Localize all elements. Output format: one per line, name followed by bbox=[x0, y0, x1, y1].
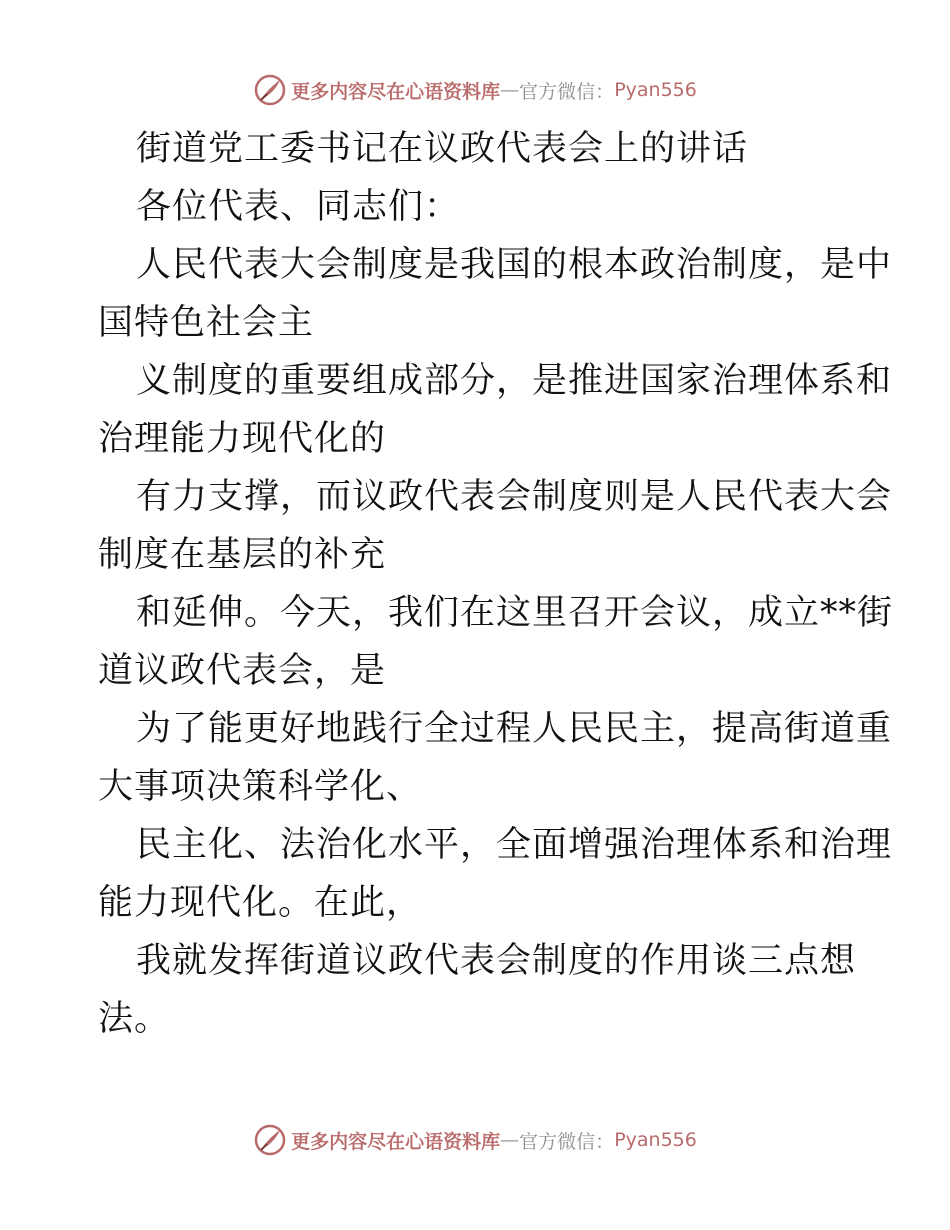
paragraph-line: 道议政代表会，是 bbox=[98, 651, 387, 691]
banner-separator: — bbox=[500, 1129, 520, 1151]
paragraph-line: 为了能更好地践行全过程人民民主，提高街道重 bbox=[136, 709, 893, 749]
header-banner bbox=[0, 70, 950, 110]
banner-separator: — bbox=[500, 79, 520, 101]
footer-banner bbox=[0, 1120, 950, 1160]
paragraph-line: 能力现代化。在此， bbox=[98, 883, 423, 923]
document-salutation: 各位代表、同志们： bbox=[136, 187, 461, 227]
paragraph-line: 法。 bbox=[98, 999, 171, 1039]
banner-sub-text: 官方微信： bbox=[519, 1130, 615, 1153]
paragraph-line: 有力支撑，而议政代表会制度则是人民代表大会 bbox=[136, 477, 893, 517]
paragraph-line: 制度在基层的补充 bbox=[98, 535, 387, 575]
paragraph-line: 民主化、法治化水平，全面增强治理体系和治理 bbox=[136, 825, 893, 865]
paragraph-line: 国特色社会主 bbox=[98, 303, 315, 343]
banner-wechat-id: Pyan556 bbox=[614, 79, 697, 101]
paragraph-line: 和延伸。今天，我们在这里召开会议，成立**街 bbox=[136, 593, 894, 633]
paragraph-line: 义制度的重要组成部分，是推进国家治理体系和 bbox=[136, 361, 893, 401]
document-body bbox=[98, 120, 894, 1048]
banner-main-text: 更多内容尽在心语资料库 bbox=[291, 80, 501, 103]
feather-pen-logo-icon bbox=[253, 1123, 287, 1157]
banner-wechat-id: Pyan556 bbox=[614, 1129, 697, 1151]
paragraph-line: 治理能力现代化的 bbox=[98, 419, 387, 459]
banner-main-text: 更多内容尽在心语资料库 bbox=[291, 1130, 501, 1153]
paragraph-line: 大事项决策科学化、 bbox=[98, 767, 423, 807]
banner-sub-text: 官方微信： bbox=[519, 80, 615, 103]
feather-pen-logo-icon bbox=[253, 73, 287, 107]
document-title: 街道党工委书记在议政代表会上的讲话 bbox=[136, 129, 749, 169]
paragraph-line: 人民代表大会制度是我国的根本政治制度，是中 bbox=[136, 245, 893, 285]
paragraph-line: 我就发挥街道议政代表会制度的作用谈三点想 bbox=[136, 941, 857, 981]
